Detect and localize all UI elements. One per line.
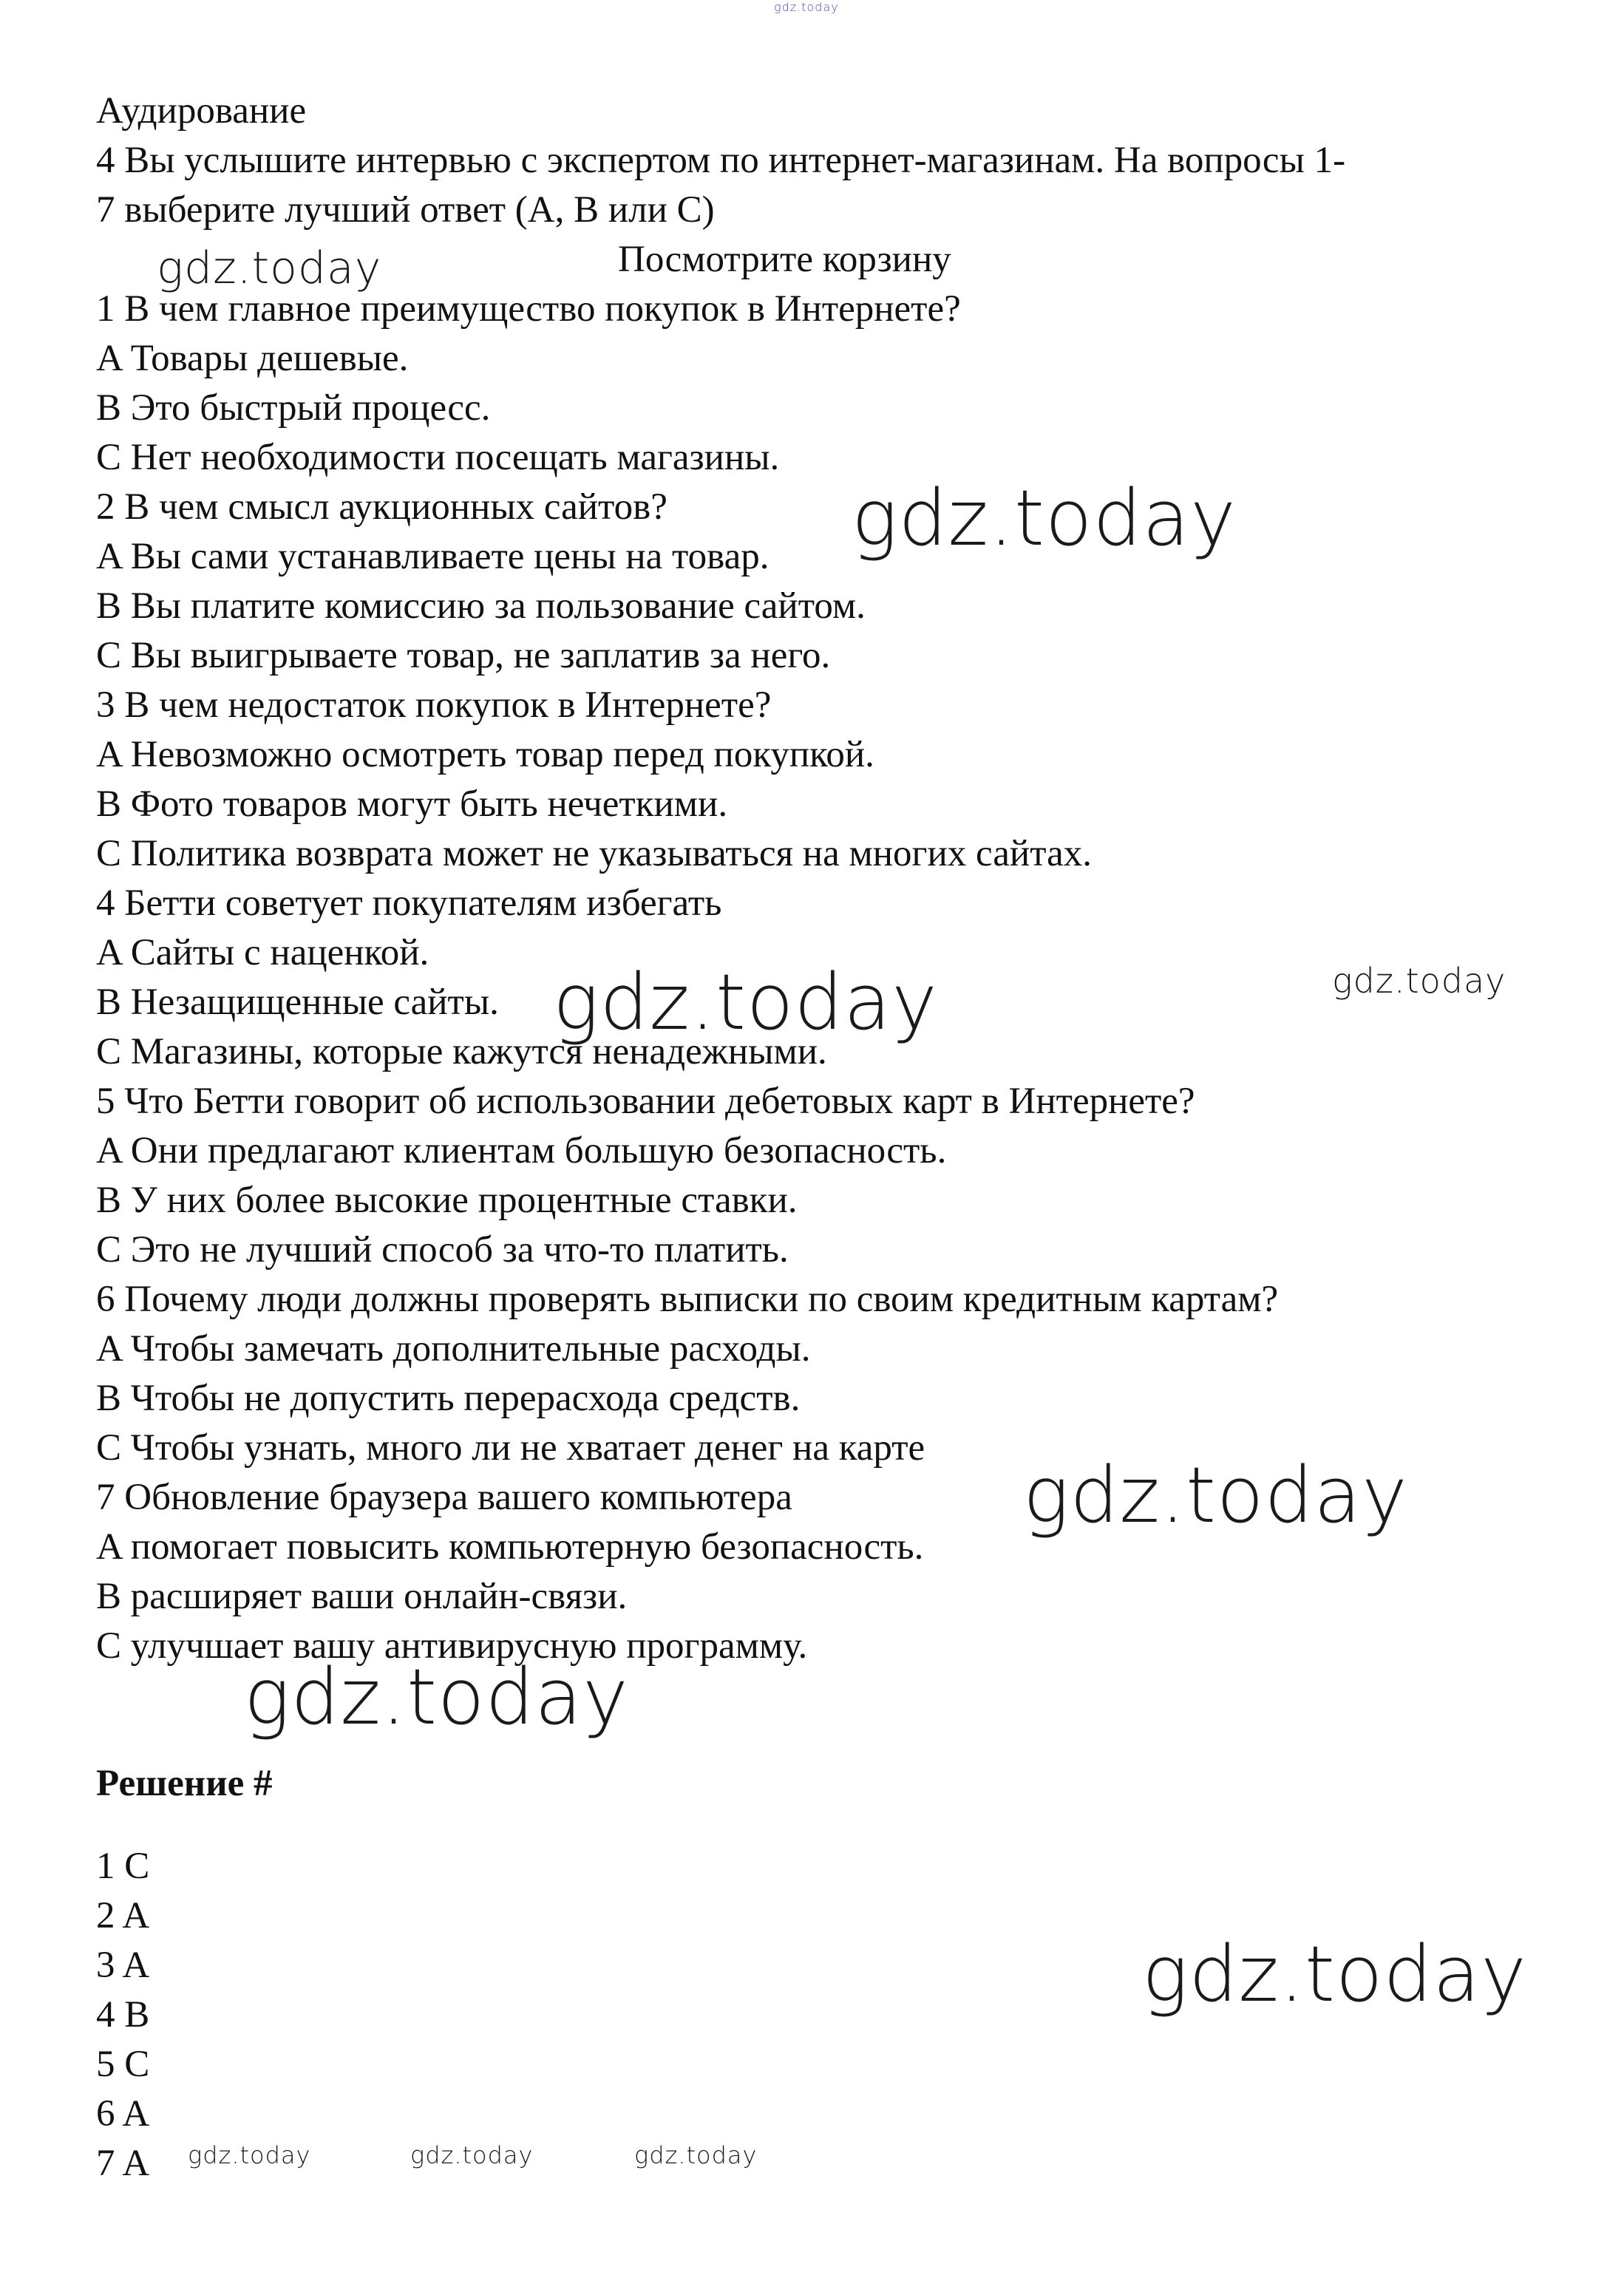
answer-option-5b: B У них более высокие процентные ставки.: [96, 1180, 798, 1221]
watermark: gdz.today: [1023, 1450, 1408, 1540]
watermark: gdz.today: [157, 242, 382, 294]
question-2: 2 В чем смысл аукционных сайтов?: [96, 486, 667, 528]
answer-option-2b: B Вы платите комиссию за пользование сайтом.: [96, 585, 866, 627]
solution-title: Решение #: [96, 1763, 273, 1804]
watermark: gdz.today: [188, 2141, 311, 2169]
section-title: Аудирование: [96, 90, 307, 132]
answer-option-7c: C улучшает вашу антивирусную программу.: [96, 1625, 808, 1667]
question-5: 5 Что Бетти говорит об использовании дебетовых карт в Интернете?: [96, 1081, 1195, 1122]
answer-key-7: 7 A: [96, 2143, 150, 2184]
watermark: gdz.today: [410, 2141, 534, 2169]
answer-option-4b: B Незащищенные сайты.: [96, 982, 499, 1023]
answer-option-1a: A Товары дешевые.: [96, 338, 409, 379]
question-6: 6 Почему люди должны проверять выписки по своим кредитным картам?: [96, 1279, 1279, 1320]
task-intro-line-1: 4 Вы услышите интервью с экспертом по интернет-магазинам. На вопросы 1-: [96, 140, 1346, 181]
answer-option-7b: B расширяет ваши онлайн-связи.: [96, 1576, 628, 1617]
answer-option-4c: C Магазины, которые кажутся ненадежными.: [96, 1031, 827, 1072]
watermark: gdz.today: [1142, 1929, 1527, 2019]
question-4: 4 Бетти советует покупателям избегать: [96, 882, 722, 924]
header-watermark: gdz.today: [774, 0, 839, 14]
answer-option-5a: A Они предлагают клиентам большую безопасность.: [96, 1130, 947, 1171]
answer-option-2a: A Вы сами устанавливаете цены на товар.: [96, 536, 769, 577]
answer-option-1c: C Нет необходимости посещать магазины.: [96, 437, 780, 478]
answer-key-5: 5 C: [96, 2044, 150, 2085]
watermark: gdz.today: [852, 473, 1237, 563]
answer-key-1: 1 C: [96, 1846, 150, 1887]
answer-option-3a: A Невозможно осмотреть товар перед покупкой.: [96, 734, 874, 775]
answer-key-4: 4 B: [96, 1994, 150, 2035]
answer-option-6c: C Чтобы узнать, много ли не хватает денег на карте: [96, 1427, 925, 1469]
answer-option-1b: B Это быстрый процесс.: [96, 387, 491, 429]
answer-option-6b: B Чтобы не допустить перерасхода средств.: [96, 1378, 801, 1419]
question-7: 7 Обновление браузера вашего компьютера: [96, 1477, 792, 1518]
watermark: gdz.today: [1332, 961, 1506, 1001]
task-intro-line-2: 7 выберите лучший ответ (A, B или C): [96, 189, 715, 231]
answer-option-5c: C Это не лучший способ за что-то платить.: [96, 1229, 789, 1271]
watermark: gdz.today: [634, 2141, 758, 2169]
watermark: gdz.today: [553, 957, 938, 1047]
answer-option-6a: A Чтобы замечать дополнительные расходы.: [96, 1328, 811, 1370]
answer-option-3b: B Фото товаров могут быть нечеткими.: [96, 783, 728, 825]
answer-option-4a: A Сайты с наценкой.: [96, 932, 429, 973]
question-1: 1 В чем главное преимущество покупок в Интернете?: [96, 288, 961, 330]
answer-key-3: 3 A: [96, 1945, 150, 1986]
answer-option-3c: C Политика возврата может не указываться на многих сайтах.: [96, 833, 1092, 874]
view-cart-link[interactable]: Посмотрите корзину: [618, 239, 951, 280]
question-3: 3 В чем недостаток покупок в Интернете?: [96, 684, 772, 726]
answer-key-2: 2 A: [96, 1895, 150, 1936]
answer-option-7a: A помогает повысить компьютерную безопасность.: [96, 1526, 924, 1568]
watermark: gdz.today: [244, 1652, 629, 1742]
answer-key-6: 6 A: [96, 2093, 150, 2135]
answer-option-2c: C Вы выигрываете товар, не заплатив за него.: [96, 635, 831, 676]
